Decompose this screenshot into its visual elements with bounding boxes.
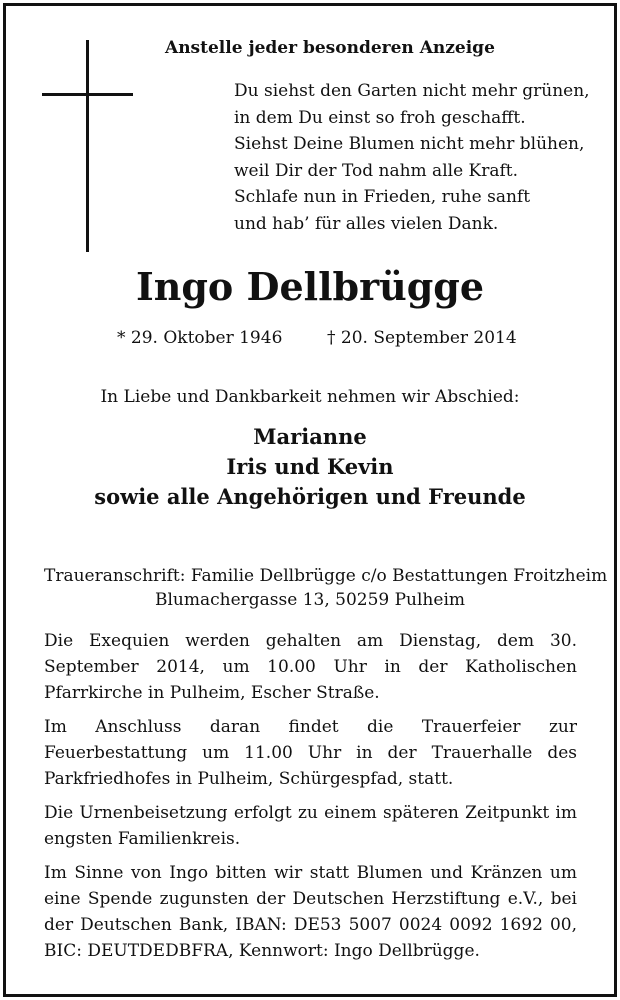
poem-line: und hab’ für alles vielen Dank. [234,213,499,234]
death-date: † 20. September 2014 [327,328,517,348]
mourner: sowie alle Angehörigen und Freunde [94,484,526,509]
deceased-name: Ingo Dellbrügge [135,264,485,309]
poem-line: weil Dir der Tod nahm alle Kraft. [234,160,519,181]
farewell-line: In Liebe und Dankbarkeit nehmen wir Abschied: [100,387,520,407]
poem-line: Schlafe nun in Frieden, ruhe sanft [234,187,531,207]
cross-horizontal-bar [42,93,133,96]
poem [234,78,590,237]
poem-line: in dem Du einst so froh geschafft. [234,107,526,128]
mourner: Iris und Kevin [226,454,394,479]
poem-line: Du siehst den Garten nicht mehr grünen, [234,81,590,101]
birth-date: * 29. Oktober 1946 [117,328,283,348]
paragraph-donation: Im Sinne von Ingo bitten wir statt Blumen und Kränzen um eine Spende zugunsten der Deutschen Herzstiftung e.V., bei der Deutschen Bank, IBAN: DE53 5007 0024 0092 1692 00, BIC: DEUTDEDBFRA, Kennwort: Ingo Dellbrügge. [44,863,577,961]
cross-vertical-bar [86,40,89,252]
mourning-address-line1: Traueranschrift: Familie Dellbrügge c/o Bestattungen Froitzheim [44,566,608,586]
mourning-address-line2: Blumachergasse 13, 50259 Pulheim [154,590,466,610]
paragraph-funeral-ceremony: Im Anschluss daran findet die Trauerfeier zur Feuerbestattung um 11.00 Uhr in der Trauerhalle des Parkfriedhofes in Pulheim, Schürgespfad, statt. [44,717,577,789]
mourners-list [0,422,620,512]
poem-line: Siehst Deine Blumen nicht mehr blühen, [234,134,585,154]
intro-line: Anstelle jeder besonderen Anzeige [165,38,495,58]
paragraph-exequies: Die Exequien werden gehalten am Dienstag, dem 30. September 2014, um 10.00 Uhr in der Katholischen Pfarrkirche in Pulheim, Escher Straße. [44,631,577,703]
mourner: Marianne [253,424,367,449]
paragraph-urn-burial: Die Urnenbeisetzung erfolgt zu einem späteren Zeitpunkt im engsten Familienkreis. [44,803,577,849]
